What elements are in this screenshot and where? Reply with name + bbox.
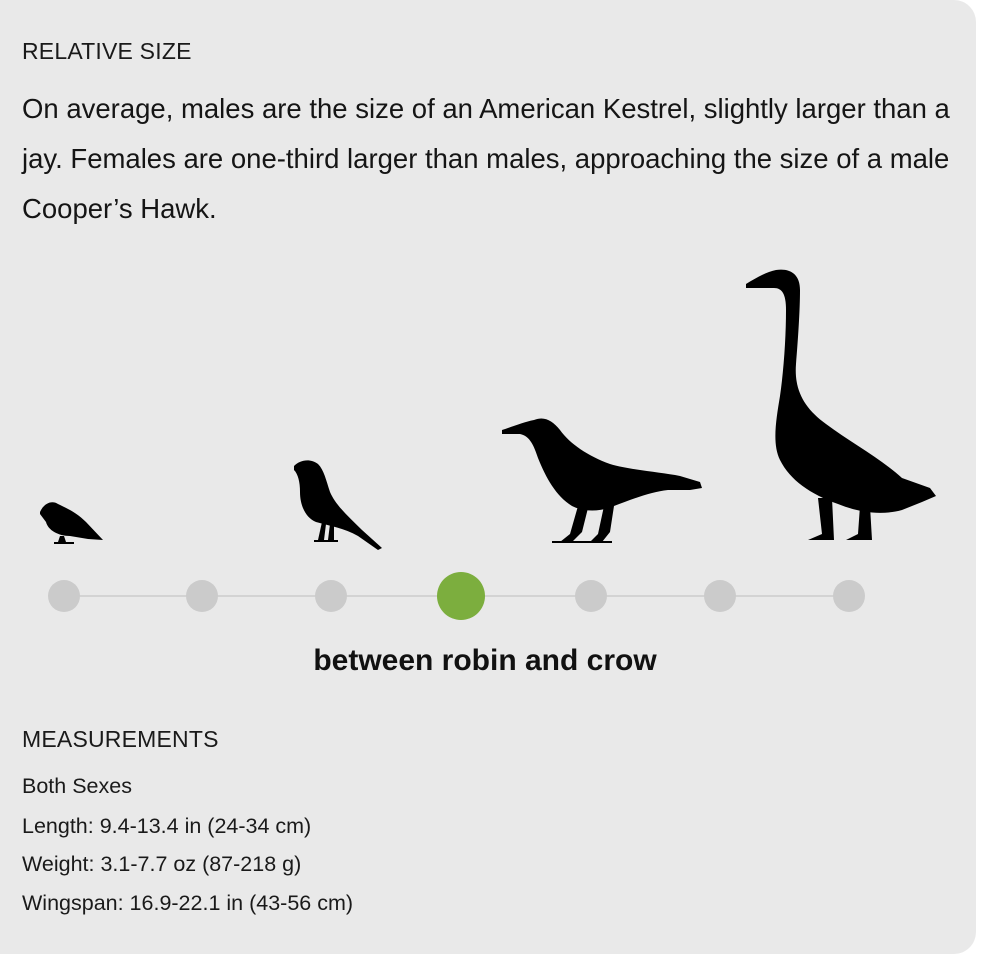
- scale-step-5: [575, 580, 607, 612]
- scale-step-2: [186, 580, 218, 612]
- scale-step-6: [704, 580, 736, 612]
- relative-size-heading: RELATIVE SIZE: [22, 38, 192, 64]
- scale-step-3: [315, 580, 347, 612]
- scale-step-1: [48, 580, 80, 612]
- measurements-group: Both Sexes: [22, 774, 132, 798]
- measurement-wingspan: Wingspan: 16.9-22.1 in (43-56 cm): [22, 891, 354, 915]
- scale-step-7: [833, 580, 865, 612]
- goose-icon: [746, 270, 936, 540]
- measurement-weight: Weight: 3.1-7.7 oz (87-218 g): [22, 852, 302, 876]
- measurements-heading: MEASUREMENTS: [22, 726, 219, 752]
- sparrow-icon: [40, 502, 103, 544]
- measurement-length: Length: 9.4-13.4 in (24-34 cm): [22, 814, 312, 838]
- size-scale: [0, 560, 976, 640]
- crow-icon: [502, 418, 702, 543]
- scale-step-4-selected: [437, 572, 485, 620]
- size-caption: between robin and crow: [313, 644, 657, 677]
- relative-size-description: On average, males are the size of an American Kestrel, slightly larger than a jay. Females are one-third larger than males, approaching the size of a male Cooper’s Hawk.: [22, 93, 950, 224]
- bird-silhouettes: [0, 250, 976, 560]
- robin-icon: [294, 460, 382, 550]
